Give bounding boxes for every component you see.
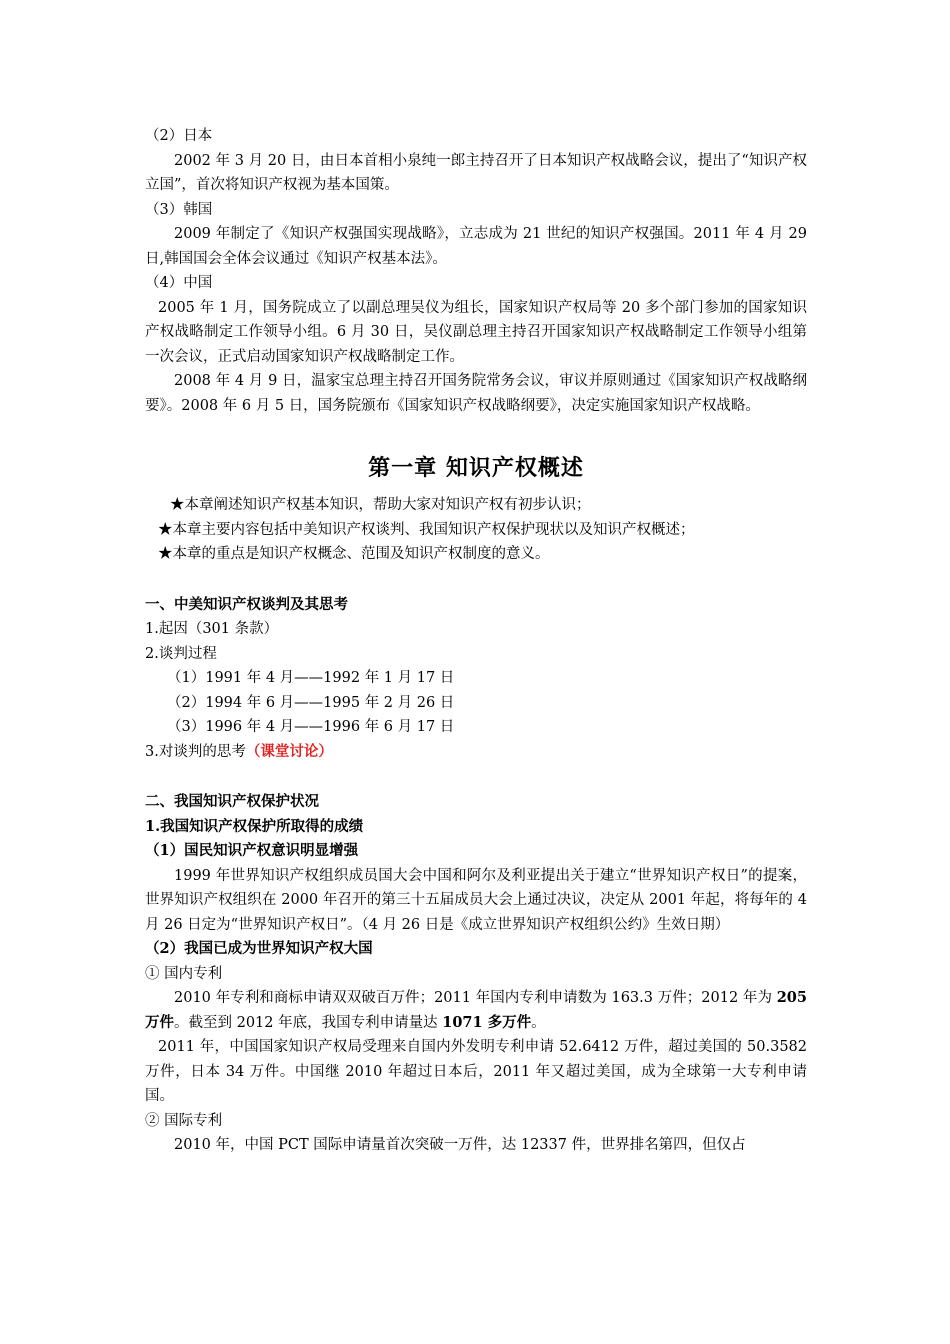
chapter-star-3: ★本章的重点是知识产权概念、范围及知识产权制度的意义。 <box>158 546 550 562</box>
chapter-star-2: ★本章主要内容包括中美知识产权谈判、我国知识产权保护现状以及知识产权概述； <box>158 521 695 538</box>
china-paragraph-2: 2008 年 4 月 9 日，温家宝总理主持召开国务院常务会议，审议并原则通过《国家知识产权战略纲要》。2008 年 6 月 5 日，国务院颁布《国家知识产权战略纲要》，决定实施国家知识产权战略。 <box>145 373 807 414</box>
point1-paragraph: 1999 年世界知识产权组织成员国大会中国和阿尔及利亚提出关于建立“世界知识产权日”的提案，世界知识产权组织在 2000 年召开的第三十五届成员大会上通过决议，决定从 2001 年起，将每年的 4 月 26 日定为“世界知识产权日”。（4 月 26 日是《成立世界知识产权组织公约》生效日期） <box>145 867 807 933</box>
china-paragraph-1: 2005 年 1 月，国务院成立了以副总理吴仪为组长，国家知识产权局等 20 多个部门参加的国家知识产权战略制定工作领导小组。6 月 30 日，吴仪副总理主持召开国家知识产权战略制定工作领导小组第一次会议，正式启动国家知识产权战略制定工作。 <box>145 299 807 365</box>
document-page <box>145 124 807 1158</box>
point1-title: （1）国民知识产权意识明显增强 <box>145 842 359 859</box>
japan-paragraph: 2002 年 3 月 20 日，由日本首相小泉纯一郎主持召开了日本知识产权战略会议，提出了“知识产权立国”，首次将知识产权视为基本国策。 <box>145 152 807 193</box>
section1-item-thoughts <box>145 740 807 765</box>
korea-heading: （3）韩国 <box>145 201 213 218</box>
domestic-bold-2012: 205 万件 <box>145 989 807 1031</box>
negotiation-round-2: （2）1994 年 6 月——1995 年 2 月 26 日 <box>167 694 455 711</box>
section2-title: 二、我国知识产权保护状况 <box>145 793 319 810</box>
intl-patent-label: ② 国际专利 <box>145 1112 223 1129</box>
domestic-patent-paragraph-2: 2011 年，中国国家知识产权局受理来自国内外发明专利申请 52.6412 万件，超过美国的 50.3582 万件，日本 34 万件。中国继 2010 年超过日本后，2011 年又超过美国，成为全球第一大专利申请国。 <box>145 1039 807 1104</box>
domestic-bold-total: 1071 多万件 <box>442 1013 532 1031</box>
thoughts-label: 3.对谈判的思考 <box>145 743 246 760</box>
section1-title: 一、中美知识产权谈判及其思考 <box>145 595 348 613</box>
domestic-text-c: 。 <box>531 1014 546 1031</box>
negotiation-round-3: （3）1996 年 4 月——1996 年 6 月 17 日 <box>167 719 455 735</box>
domestic-text-b: 。截至到 2012 年底，我国专利申请量达 <box>174 1014 443 1031</box>
class-discussion-label: （课堂讨论） <box>245 742 333 760</box>
negotiation-round-1: （1）1991 年 4 月——1992 年 1 月 17 日 <box>167 670 455 686</box>
domestic-patent-paragraph-1 <box>145 986 807 1035</box>
korea-paragraph: 2009 年制定了《知识产权强国实现战略》，立志成为 21 世纪的知识产权强国。2011 年 4 月 29 日,韩国国会全体会议通过《知识产权基本法》。 <box>145 226 807 267</box>
domestic-patent-label: ① 国内专利 <box>145 965 223 982</box>
chapter-star-1: ★本章阐述知识产权基本知识，帮助大家对知识产权有初步认识； <box>170 497 591 513</box>
section1-item-process: 2.谈判过程 <box>145 645 217 662</box>
intl-patent-paragraph: 2010 年，中国 PCT 国际申请量首次突破一万件，达 12337 件，世界排名第四，但仅占 <box>174 1137 746 1153</box>
chapter-title: 第一章 知识产权概述 <box>368 455 584 481</box>
japan-heading: （2）日本 <box>145 128 213 144</box>
point2-title: （2）我国已成为世界知识产权大国 <box>145 940 373 957</box>
section2-subtitle: 1.我国知识产权保护所取得的成绩 <box>145 817 364 835</box>
domestic-text-a: 2010 年专利和商标申请双双破百万件；2011 年国内专利申请数为 163.3 万件；2012 年为 <box>174 990 777 1006</box>
china-heading: （4）中国 <box>145 275 213 291</box>
section1-item-cause: 1.起因（301 条款） <box>145 621 279 637</box>
